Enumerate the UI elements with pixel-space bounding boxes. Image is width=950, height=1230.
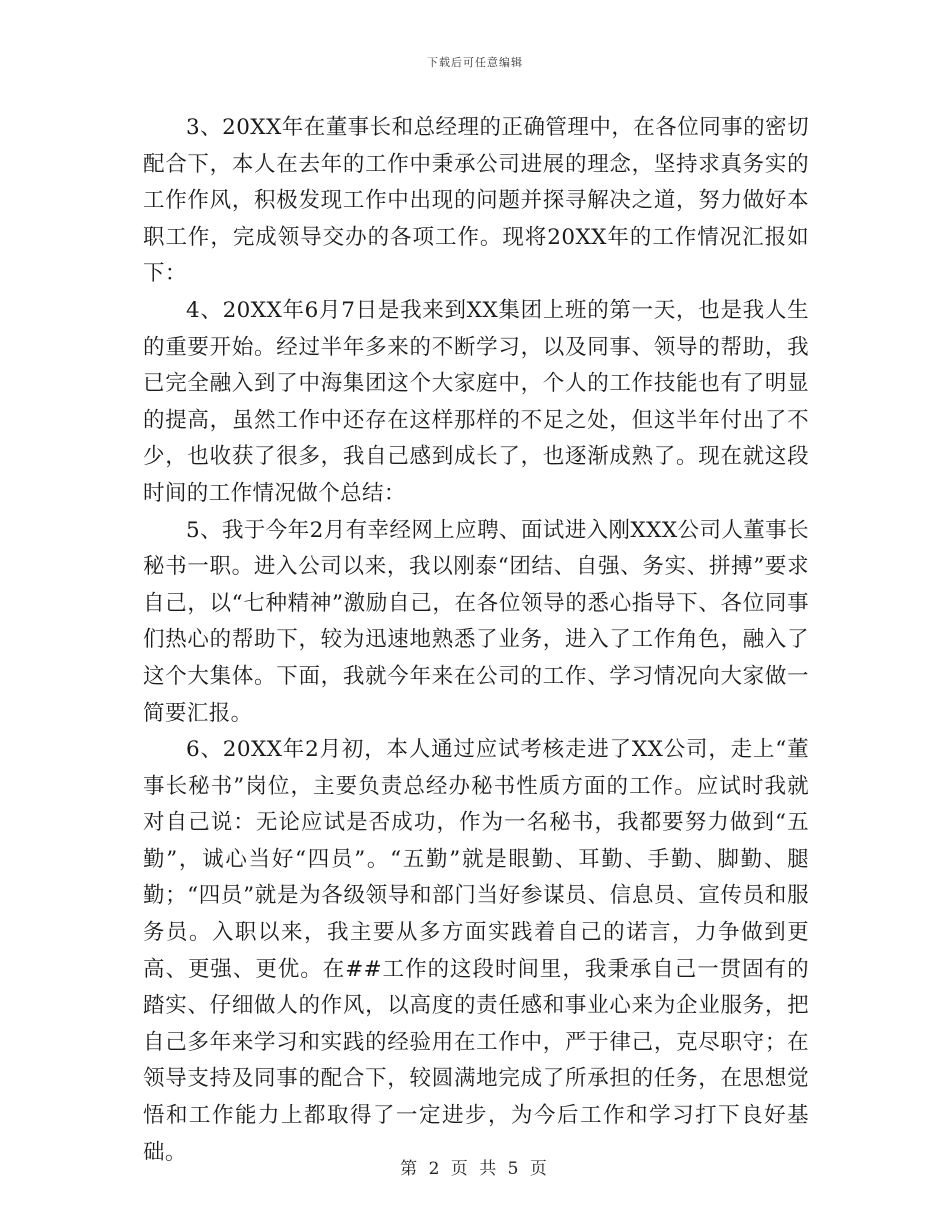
paragraph-3: 3、20XX年在董事长和总经理的正确管理中，在各位同事的密切配合下，本人在去年的工作中秉承公司进展的理念，坚持求真务实的工作作风，积极发现工作中出现的问题并探寻解决之道，努力做好本职工作，完成领导交办的各项工作。现将20XX年的工作情况汇报如下： (143, 115, 809, 287)
document-body (143, 110, 809, 1171)
page-number: 第 2 页 共 5 页 (400, 1159, 550, 1179)
paragraph-4: 4、20XX年6月7日是我来到XX集团上班的第一天，也是我人生的重要开始。经过半年多来的不断学习，以及同事、领导的帮助，我已完全融入到了中海集团这个大家庭中，个人的工作技能也有了明显的提高，虽然工作中还存在这样那样的不足之处，但这半年付出了不少，也收获了很多，我自己感到成长了，也逐渐成熟了。现在就这段时间的工作情况做个总结： (143, 297, 809, 506)
paragraph-5: 5、我于今年2月有幸经网上应聘、面试进入刚XXX公司人董事长秘书一职。进入公司以来，我以刚泰“团结、自强、务实、拼搏”要求自己，以“七种精神”激励自己，在各位领导的悉心指导下、各位同事们热心的帮助下，较为迅速地熟悉了业务，进入了工作角色，融入了这个大集体。下面，我就今年来在公司的工作、学习情况向大家做一简要汇报。 (143, 517, 809, 726)
header-note: 下载后可任意编辑 (427, 56, 523, 69)
paragraph-6: 6、20XX年2月初，本人通过应试考核走进了XX公司，走上“董事长秘书”岗位，主要负责总经办秘书性质方面的工作。应试时我就对自己说：无论应试是否成功，作为一名秘书，我都要努力做到“五勤”，诚心当好“四员”。“五勤”就是眼勤、耳勤、手勤、脚勤、腿勤；“四员”就是为各级领导和部门当好参谋员、信息员、宣传员和服务员。入职以来，我主要从多方面实践着自己的诺言，力争做到更高、更强、更优。在##工作的这段时间里，我秉承自己一贯固有的踏实、仔细做人的作风，以高度的责任感和事业心来为企业服务，把自己多年来学习和实践的经验用在工作中，严于律己，克尽职守；在领导支持及同事的配合下，较圆满地完成了所承担的任务，在思想觉悟和工作能力上都取得了一定进步，为今后工作和学习打下良好基础。 (143, 737, 809, 1165)
